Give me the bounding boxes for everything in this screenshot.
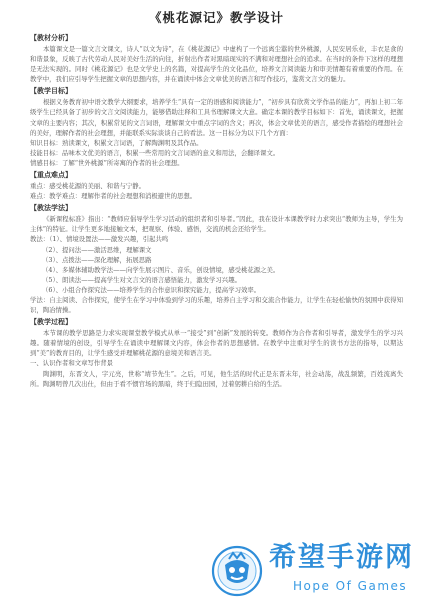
- body-paragraph: （2）、提问法——激活思维，理解课文: [42, 245, 152, 254]
- body-paragraph: （4）、多媒体辅助教学法——向学生展示图片、音乐，创设情境，感受桃花源之美。: [42, 265, 280, 274]
- body-paragraph: 重点：感受桃花源的美丽、和谐与宁静。: [30, 182, 146, 191]
- body-paragraph: （6）、小组合作探究法——培养学生的合作意识和探究能力，提高学习效率。: [42, 285, 261, 294]
- body-paragraph: 本篇课文是一篇文言文课文，诗人“以文为诗”，在《桃花源记》中虚构了一个远离尘嚣的世外桃源，人民安居乐业，丰衣足食的和谐景象，反映了古代劳动人民对美好生活的向往，折射出作者对黑暗现实的不满和对理想社会的追求。在当时的条件下这样的理想是无法实现的。同时《桃花源记》也是文学史上的名篇，对提高学生的文化品位，培养文言阅读能力和审美情趣有着重要的作用。在教学中，我们应引导学生把握文章的思想内容，并在诵读中体会文章优美的语言和写作技巧，鉴赏文言文的魅力。: [30, 45, 403, 84]
- body-paragraph: 一、认识作者和文章写作背景: [30, 359, 114, 368]
- section-heading: 【教学目标】: [30, 86, 72, 96]
- body-paragraph: 教法：（1）、情境设置法——激发兴趣，引起共鸣: [30, 235, 169, 244]
- watermark-site-slogan: Hope Of Games: [293, 579, 408, 593]
- document-title: 《桃花源记》教学设计: [148, 10, 284, 25]
- body-paragraph: （3）、点拨法——深化理解，拓展思路: [42, 255, 152, 264]
- body-paragraph: 技能目标：品味本文优美的语言，积累一些常用的文言词语的意义和用法，会翻译课文。: [30, 148, 280, 157]
- body-paragraph: 情感目标：了解“世外桃源”所寄寓的作者的社会理想。: [30, 158, 184, 167]
- hope-of-games-logo-icon: [211, 545, 263, 597]
- section-heading: 【教材分析】: [30, 33, 72, 42]
- body-paragraph: 陶渊明，东晋文人，字元亮，世称“靖节先生”。之后，可见，他生活的时代正是东晋末年，社会动荡，战乱频繁，百姓流离失所。陶渊明曾几次出仕，但由于看不惯官场的黑暗，终于归隐田园，过着躬耕自给的生活。: [30, 369, 403, 388]
- body-paragraph: 根据义务教育初中语文教学大纲要求，培养学生“具有一定的语感和阅读能力”，“初步具有欣赏文学作品的能力”，再加上初二年级学生已经具备了初步的文言文阅读能力，能够借助注释和工具书理解课文大意。确定本课的教学目标如下：首先，诵读课文，把握文章的主要内容；其次，积累常见的文言词语，理解课文中重点字词的含义；再次，体会文章优美的语言，感受作者描绘的理想社会的美好，理解作者的社会理想，并能联系实际谈谈自己的看法。这一目标分为以下几个方面：: [30, 98, 403, 137]
- body-paragraph: 学法：自主阅读、合作探究，使学生在学习中体验到学习的乐趣，培养自主学习和交流合作能力，让学生在轻松愉快的氛围中获得知识，陶冶情操。: [30, 295, 403, 315]
- watermark-site-name: 希望手游网: [269, 542, 414, 573]
- body-paragraph: （5）、朗读法——提高学生对文言文的语言感悟能力，激发学习兴趣。: [42, 275, 241, 284]
- site-watermark: [211, 539, 421, 603]
- body-paragraph: 《新课程标准》指出：“教师应倡导学生学习活动的组织者和引导者。”因此，我在设计本课教学时力求突出“教师为主导，学生为主体”的特征。让学生更多地接触文本，把观察、体验、感悟，交流的机会还给学生。: [30, 215, 403, 234]
- body-paragraph: 难点：教学难点：理解作者的社会理想和消极避世的思想。: [30, 192, 197, 201]
- section-heading: 【重点难点】: [30, 170, 72, 180]
- section-heading: 【教学过程】: [30, 317, 72, 327]
- body-paragraph: 本节课的教学思路是力求实现课堂教学模式从单一“接受”到“创新”发展的转变。教师作为合作者和引导者，激发学生的学习兴趣。随着情境的创设，引导学生在诵读中理解课文内容，体会作者的思想感情。在教学中注重对学生的读书方法的指导，以期达到“美”的教育目的，让学生感受并理解桃花源的意境美和语言美。: [30, 329, 403, 358]
- body-paragraph: 知识目标：熟读课文，积累文言词语，了解陶渊明及其作品。: [30, 138, 203, 147]
- section-heading: 【教法学法】: [30, 203, 72, 213]
